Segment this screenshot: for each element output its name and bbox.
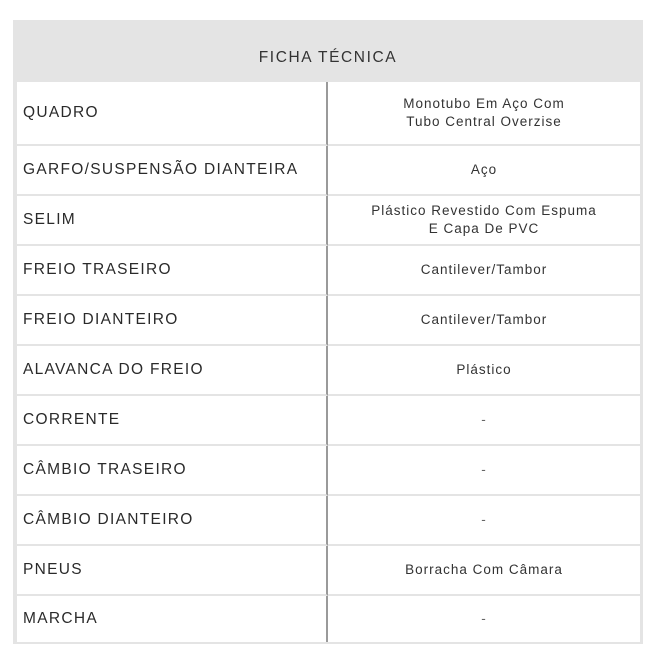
- spec-value: [328, 196, 640, 246]
- spec-value-line: Plástico Revestido Com Espuma: [371, 203, 597, 218]
- spec-sheet-title: FICHA TÉCNICA: [258, 49, 398, 66]
- spec-table: [17, 82, 640, 642]
- spec-row-cambio-dianteiro: [17, 496, 640, 546]
- spec-value: [328, 246, 640, 296]
- spec-label: ALAVANCA DO FREIO: [17, 346, 328, 396]
- spec-value-line: Aço: [470, 162, 498, 177]
- spec-sheet: [13, 20, 643, 644]
- spec-label: FREIO TRASEIRO: [17, 246, 328, 296]
- spec-value: [328, 446, 640, 496]
- spec-value: [328, 146, 640, 196]
- spec-row-garfo: [17, 146, 640, 196]
- spec-sheet-header: [13, 20, 643, 82]
- spec-label: CORRENTE: [17, 396, 328, 446]
- spec-label: CÂMBIO DIANTEIRO: [17, 496, 328, 546]
- spec-label: PNEUS: [17, 546, 328, 596]
- spec-value-line: Monotubo Em Aço Com: [403, 96, 565, 111]
- spec-row-quadro: [17, 82, 640, 146]
- spec-row-freio-traseiro: [17, 246, 640, 296]
- spec-label: CÂMBIO TRASEIRO: [17, 446, 328, 496]
- spec-value-line: E Capa De PVC: [428, 221, 540, 236]
- spec-row-cambio-traseiro: [17, 446, 640, 496]
- spec-value: [328, 596, 640, 642]
- spec-row-pneus: [17, 546, 640, 596]
- spec-row-selim: [17, 196, 640, 246]
- spec-label: QUADRO: [17, 82, 328, 146]
- spec-label: SELIM: [17, 196, 328, 246]
- spec-label: FREIO DIANTEIRO: [17, 296, 328, 346]
- spec-value-line: -: [481, 462, 487, 477]
- spec-label: MARCHA: [17, 596, 328, 642]
- spec-row-corrente: [17, 396, 640, 446]
- spec-value: [328, 496, 640, 546]
- spec-value: [328, 82, 640, 146]
- spec-label: GARFO/SUSPENSÃO DIANTEIRA: [17, 146, 328, 196]
- spec-value: [328, 346, 640, 396]
- spec-value-line: -: [481, 611, 487, 626]
- spec-value-line: -: [481, 412, 487, 427]
- spec-value: [328, 546, 640, 596]
- spec-row-marcha: [17, 596, 640, 642]
- spec-value: [328, 396, 640, 446]
- spec-value-line: Borracha Com Câmara: [405, 562, 563, 577]
- spec-row-freio-dianteiro: [17, 296, 640, 346]
- spec-value: [328, 296, 640, 346]
- spec-value-line: Cantilever/Tambor: [420, 312, 548, 327]
- spec-row-alavanca-do-freio: [17, 346, 640, 396]
- spec-value-line: -: [481, 512, 487, 527]
- spec-value-line: Tubo Central Overzise: [406, 114, 562, 129]
- spec-value-line: Cantilever/Tambor: [420, 262, 548, 277]
- spec-value-line: Plástico: [456, 362, 512, 377]
